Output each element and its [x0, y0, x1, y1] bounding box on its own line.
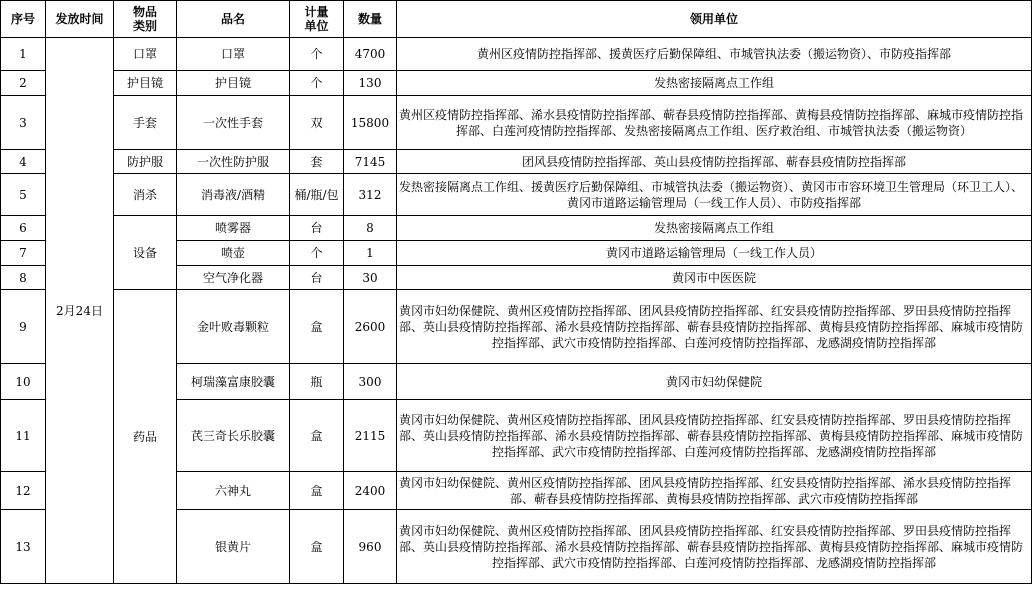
item-unit: 盒	[290, 472, 344, 510]
item-qty: 1	[344, 241, 397, 266]
item-name: 消毒液/酒精	[177, 174, 290, 216]
item-qty: 2115	[344, 400, 397, 472]
recipient-cell: 发热密接隔离点工作组	[397, 216, 1032, 241]
header-category	[114, 1, 177, 38]
recipient-cell: 黄州区疫情防控指挥部、浠水县疫情防控指挥部、蕲春县疫情防控指挥部、黄梅县疫情防控指挥部、麻城市疫情防控指挥部、白莲河疫情防控指挥部、发热密接隔离点工作组、医疗救治组、市城管执法委（搬运物资）	[397, 96, 1032, 150]
item-qty: 30	[344, 266, 397, 290]
header-unit-text: 计量单位	[304, 5, 329, 33]
category-cell: 消杀	[114, 174, 177, 216]
recipient-cell: 黄冈市妇幼保健院、黄州区疫情防控指挥部、团风县疫情防控指挥部、红安县疫情防控指挥部、罗田县疫情防控指挥部、英山县疫情防控指挥部、浠水县疫情防控指挥部、蕲春县疫情防控指挥部、黄梅县疫情防控指挥部、麻城市疫情防控指挥部、武穴市疫情防控指挥部、白莲河疫情防控指挥部、龙感湖疫情防控指挥部	[397, 290, 1032, 364]
item-qty: 2400	[344, 472, 397, 510]
header-name: 品名	[177, 1, 290, 38]
row-seq: 7	[1, 241, 46, 266]
item-qty: 7145	[344, 150, 397, 174]
item-name-text: 芪三奇长乐胶囊	[190, 428, 275, 443]
row-seq: 13	[1, 510, 46, 584]
item-unit: 盒	[290, 510, 344, 584]
item-name: 一次性手套	[177, 96, 290, 150]
recipient-cell: 黄冈市道路运输管理局（一线工作人员）	[397, 241, 1032, 266]
header-qty: 数量	[344, 1, 397, 38]
row-seq: 10	[1, 364, 46, 400]
header-category-text: 物品类别	[132, 5, 157, 33]
header-recipient: 领用单位	[397, 1, 1032, 38]
header-row	[1, 1, 1032, 38]
row-seq: 8	[1, 266, 46, 290]
row-seq: 12	[1, 472, 46, 510]
row-seq: 2	[1, 71, 46, 96]
item-name: 护目镜	[177, 71, 290, 96]
item-unit: 桶/瓶/包	[290, 174, 344, 216]
recipient-cell: 黄冈市妇幼保健院、黄州区疫情防控指挥部、团风县疫情防控指挥部、红安县疫情防控指挥部、罗田县疫情防控指挥部、英山县疫情防控指挥部、浠水县疫情防控指挥部、蕲春县疫情防控指挥部、黄梅县疫情防控指挥部、麻城市疫情防控指挥部、武穴市疫情防控指挥部、白莲河疫情防控指挥部、龙感湖疫情防控指挥部	[397, 510, 1032, 584]
item-name: 一次性防护服	[177, 150, 290, 174]
item-unit: 个	[290, 241, 344, 266]
header-seq: 序号	[1, 1, 46, 38]
item-name: 空气净化器	[177, 266, 290, 290]
item-unit: 盒	[290, 400, 344, 472]
item-qty: 8	[344, 216, 397, 241]
item-unit: 套	[290, 150, 344, 174]
recipient-cell: 黄州区疫情防控指挥部、援黄医疗后勤保障组、市城管执法委（搬运物资）、市防疫指挥部	[397, 38, 1032, 71]
recipient-cell: 黄冈市妇幼保健院、黄州区疫情防控指挥部、团风县疫情防控指挥部、红安县疫情防控指挥部、浠水县疫情防控指挥部、蕲春县疫情防控指挥部、黄梅县疫情防控指挥部、武穴市疫情防控指挥部	[397, 472, 1032, 510]
recipient-cell: 黄冈市妇幼保健院、黄州区疫情防控指挥部、团风县疫情防控指挥部、红安县疫情防控指挥部、罗田县疫情防控指挥部、英山县疫情防控指挥部、浠水县疫情防控指挥部、蕲春县疫情防控指挥部、黄梅县疫情防控指挥部、麻城市疫情防控指挥部、武穴市疫情防控指挥部、白莲河疫情防控指挥部、龙感湖疫情防控指挥部	[397, 400, 1032, 472]
table-row	[1, 150, 1032, 174]
item-qty: 960	[344, 510, 397, 584]
table-row	[1, 216, 1032, 241]
table-row	[1, 96, 1032, 150]
category-cell: 口罩	[114, 38, 177, 71]
category-cell: 防护服	[114, 150, 177, 174]
table-row	[1, 71, 1032, 96]
category-cell: 药品	[114, 290, 177, 584]
item-unit: 盒	[290, 290, 344, 364]
recipient-cell: 黄冈市中医医院	[397, 266, 1032, 290]
recipient-cell: 发热密接隔离点工作组	[397, 71, 1032, 96]
recipient-cell: 团风县疫情防控指挥部、英山县疫情防控指挥部、蕲春县疫情防控指挥部	[397, 150, 1032, 174]
header-unit	[290, 1, 344, 38]
row-seq: 3	[1, 96, 46, 150]
item-name-text: 柯瑞藻富康胶囊	[190, 374, 275, 389]
item-unit: 双	[290, 96, 344, 150]
item-unit: 台	[290, 266, 344, 290]
item-unit: 个	[290, 38, 344, 71]
item-name: 喷壶	[177, 241, 290, 266]
recipient-cell: 发热密接隔离点工作组、援黄医疗后勤保障组、市城管执法委（搬运物资）、黄冈市市容环境卫生管理局（环卫工人）、黄冈市道路运输管理局（一线工作人员）、市防疫指挥部	[397, 174, 1032, 216]
table-row	[1, 38, 1032, 71]
row-seq: 6	[1, 216, 46, 241]
row-seq: 11	[1, 400, 46, 472]
item-qty: 4700	[344, 38, 397, 71]
row-seq: 4	[1, 150, 46, 174]
item-name	[177, 364, 290, 400]
item-unit: 台	[290, 216, 344, 241]
row-seq: 9	[1, 290, 46, 364]
item-name: 金叶败毒颗粒	[177, 290, 290, 364]
item-name: 口罩	[177, 38, 290, 71]
item-qty: 300	[344, 364, 397, 400]
table-row	[1, 174, 1032, 216]
category-cell: 护目镜	[114, 71, 177, 96]
category-cell: 手套	[114, 96, 177, 150]
recipient-cell: 黄冈市妇幼保健院	[397, 364, 1032, 400]
item-name: 银黄片	[177, 510, 290, 584]
table-row	[1, 290, 1032, 364]
category-cell: 设备	[114, 216, 177, 290]
item-qty: 2600	[344, 290, 397, 364]
date-cell: 2月24日	[46, 38, 114, 584]
item-qty: 312	[344, 174, 397, 216]
item-unit: 瓶	[290, 364, 344, 400]
item-name: 六神丸	[177, 472, 290, 510]
item-name: 喷雾器	[177, 216, 290, 241]
item-qty: 130	[344, 71, 397, 96]
item-qty: 15800	[344, 96, 397, 150]
header-date: 发放时间	[46, 1, 114, 38]
row-seq: 5	[1, 174, 46, 216]
row-seq: 1	[1, 38, 46, 71]
item-name	[177, 400, 290, 472]
item-unit: 个	[290, 71, 344, 96]
